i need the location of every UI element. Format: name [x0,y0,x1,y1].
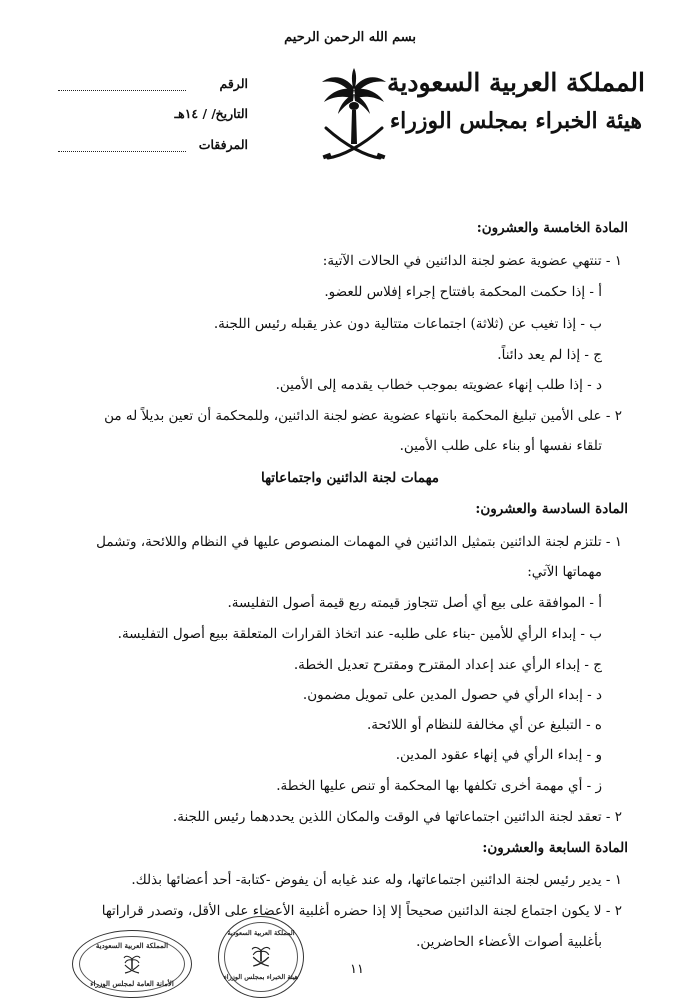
body-line: ٢ - على الأمين تبليغ المحكمة بانتهاء عضوية عضو لجنة الدائنين، وللمحكمة أن تعين بديلاً له من [104,408,622,424]
section-title: مهمات لجنة الدائنين واجتماعاتها [260,470,440,486]
seal-mid-bottom-text: هيئة الخبراء بمجلس الوزراء [223,973,299,981]
attachments-line [58,151,186,152]
body-line: ب - إبداء الرأي للأمين -بناء على طلبه- عند اتخاذ القرارات المتعلقة ببيع أصول التفليسة. [117,626,602,642]
body-line: د - إبداء الرأي في حصول المدين على تمويل مضمون. [302,687,602,703]
body-line: ٢ - تعقد لجنة الدائنين اجتماعاتها في الوقت والمكان اللذين يحددهما رئيس اللجنة. [172,809,622,825]
body-line: ب - إذا تغيب عن (ثلاثة) اجتماعات متتالية دون عذر يقبله رئيس اللجنة. [213,316,602,332]
seal-mid-emblem-icon [251,943,271,969]
body-line: أ - الموافقة على بيع أي أصل تتجاوز قيمته ربع قيمة أصول التفليسة. [227,595,602,611]
seal-left-emblem-icon [123,953,141,975]
body-line: ج - إذا لم يعد دائناً. [497,347,602,363]
palm-swords-emblem-icon [318,66,390,166]
secretariat-seal [72,930,192,998]
seal-left-bottom-text: الأمانة العامة لمجلس الوزراء [90,979,174,988]
body-line: أ - إذا حكمت المحكمة بافتتاح إجراء إفلاس للعضو. [324,284,602,300]
page-number: ١١ [350,962,364,977]
seal-mid-top-text: المملكة العربية السعودية [227,929,295,937]
seal-left-top-text: المملكة العربية السعودية [95,941,169,950]
article-25-heading: المادة الخامسة والعشرون: [476,220,628,236]
body-line: ١ - تنتهي عضوية عضو لجنة الدائنين في الحالات الآتية: [322,253,622,269]
body-line: ز - أي مهمة أخرى تكلفها بها المحكمة أو تنص عليها الخطة. [276,778,602,794]
ref-label: الرقم [219,76,248,91]
body-line: د - إذا طلب إنهاء عضويته بموجب خطاب يقدمه إلى الأمين. [275,377,602,393]
kingdom-title: المملكة العربية السعودية [386,68,645,97]
bureau-title: هيئة الخبراء بمجلس الوزراء [389,108,642,134]
date-value: / / ١٤هـ [174,106,216,121]
body-line: ١ - يدير رئيس لجنة الدائنين اجتماعاتها، وله عند غيابه أن يفوض -كتابة- أحد أعضائها بذلك. [131,872,622,888]
attachments-label: المرفقات [198,137,248,152]
body-line: ١ - تلتزم لجنة الدائنين بتمثيل الدائنين في المهمات المنصوص عليها في النظام واللائحة، وتشمل [96,534,622,550]
body-line: بأغلبية أصوات الأعضاء الحاضرين. [416,934,602,950]
bureau-seal [218,916,304,998]
body-line: ه - التبليغ عن أي مخالفة للنظام أو اللائحة. [367,717,602,733]
basmala: بسم الله الرحمن الرحيم [284,30,416,45]
article-26-heading: المادة السادسة والعشرون: [475,501,628,517]
body-line: تلقاء نفسها أو بناء على طلب الأمين. [399,438,602,454]
body-line: ج - إبداء الرأي عند إعداد المقترح ومقترح تعديل الخطة. [293,657,602,673]
body-line: ٢ - لا يكون اجتماع لجنة الدائنين صحيحاً إلا إذا حضره أغلبية الأعضاء على الأقل، وتصدر قراراتها [101,903,622,919]
article-27-heading: المادة السابعة والعشرون: [482,840,628,856]
body-line: و - إبداء الرأي في إنهاء عقود المدين. [395,747,602,763]
body-line: مهماتها الآتي: [527,564,602,580]
date-label: التاريخ [215,106,248,121]
ref-line [58,90,186,91]
